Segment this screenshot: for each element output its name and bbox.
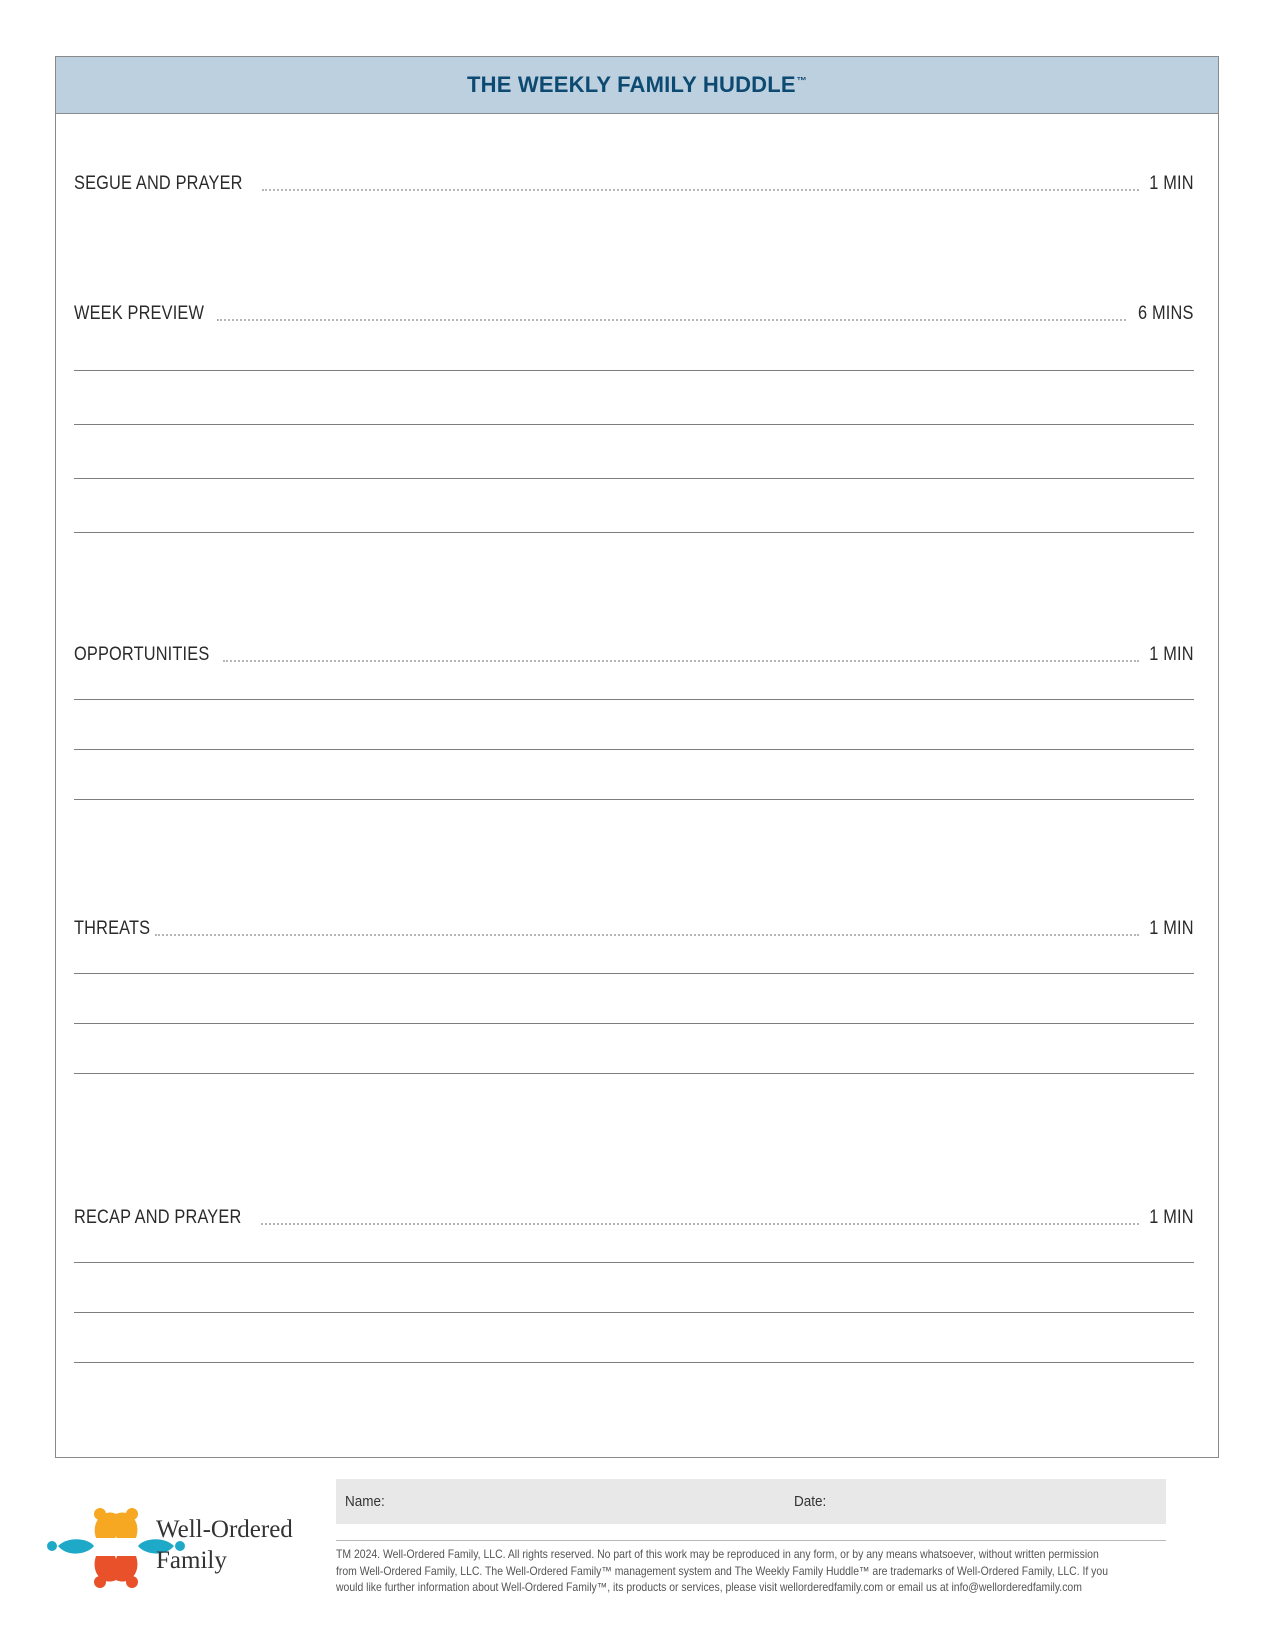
logo-wordmark-line1: Well-Ordered xyxy=(156,1516,293,1543)
write-line[interactable] xyxy=(74,973,1194,974)
worksheet-header xyxy=(56,57,1218,114)
section-recap-and-prayer xyxy=(74,1201,1194,1229)
logo-blue-left xyxy=(58,1539,94,1553)
section-time: 1 MIN xyxy=(1149,1207,1194,1228)
logo-petal-red xyxy=(94,1556,138,1588)
write-line[interactable] xyxy=(74,749,1194,750)
write-line[interactable] xyxy=(74,1312,1194,1313)
name-field[interactable]: Name: xyxy=(345,1493,385,1510)
write-line[interactable] xyxy=(74,799,1194,800)
logo-center-star xyxy=(104,1536,128,1559)
section-time: 1 MIN xyxy=(1149,918,1194,939)
dotted-leader xyxy=(261,1223,1140,1225)
section-threats xyxy=(74,912,1194,940)
name-date-bar xyxy=(336,1479,1166,1524)
logo-wordmark xyxy=(156,1514,293,1576)
write-line[interactable] xyxy=(74,1023,1194,1024)
dotted-leader xyxy=(262,189,1139,191)
date-field[interactable]: Date: xyxy=(794,1493,827,1510)
legal-line: from Well-Ordered Family, LLC. The Well-Ordered Family™ management system and The Weekly Family Huddle™ are trademarks of Well-Ordered Family, LLC. If you xyxy=(336,1564,1109,1578)
huddle-worksheet xyxy=(55,56,1219,1458)
dotted-leader xyxy=(155,934,1140,936)
legal-line: TM 2024. Well-Ordered Family, LLC. All rights reserved. No part of this work may be reproduced in any form, or by any means whatsoever, without written permission xyxy=(336,1548,1099,1561)
section-label: SEGUE AND PRAYER xyxy=(74,173,243,194)
write-line[interactable] xyxy=(74,1262,1194,1263)
logo-yellow-dot xyxy=(126,1508,138,1520)
section-opportunities xyxy=(74,638,1194,666)
write-line[interactable] xyxy=(74,1362,1194,1363)
section-label: WEEK PREVIEW xyxy=(74,303,205,324)
logo-wordmark-line2: Family xyxy=(156,1547,227,1574)
section-time: 6 MINS xyxy=(1138,303,1194,324)
write-line[interactable] xyxy=(74,424,1194,425)
dotted-leader xyxy=(217,319,1126,321)
trademark-mark: ™ xyxy=(796,75,807,87)
section-label: OPPORTUNITIES xyxy=(74,644,210,665)
write-line[interactable] xyxy=(74,699,1194,700)
logo-red-dot xyxy=(94,1576,106,1588)
logo-petal-yellow xyxy=(94,1508,138,1538)
write-line[interactable] xyxy=(74,370,1194,371)
title-text: THE WEEKLY FAMILY HUDDLE xyxy=(467,72,796,97)
section-week-preview xyxy=(74,297,1194,325)
section-time: 1 MIN xyxy=(1149,173,1194,194)
section-label: THREATS xyxy=(74,918,151,939)
worksheet-title xyxy=(467,72,807,98)
dotted-leader xyxy=(223,660,1139,662)
legal-line: would like further information about Well-Ordered Family™, its products or services, please visit wellorderedfamily.com or email us at info@wellorderedfamily.com xyxy=(336,1581,1082,1594)
footer-divider xyxy=(336,1540,1166,1541)
section-label: RECAP AND PRAYER xyxy=(74,1207,242,1228)
write-line[interactable] xyxy=(74,1073,1194,1074)
logo-red-dot xyxy=(126,1576,138,1588)
write-line[interactable] xyxy=(74,478,1194,479)
write-line[interactable] xyxy=(74,532,1194,533)
section-time: 1 MIN xyxy=(1149,644,1194,665)
section-segue-and-prayer xyxy=(74,167,1194,195)
logo-blue-dot xyxy=(47,1541,57,1551)
logo-yellow-dot xyxy=(94,1508,106,1520)
legal-notice xyxy=(336,1547,1164,1597)
